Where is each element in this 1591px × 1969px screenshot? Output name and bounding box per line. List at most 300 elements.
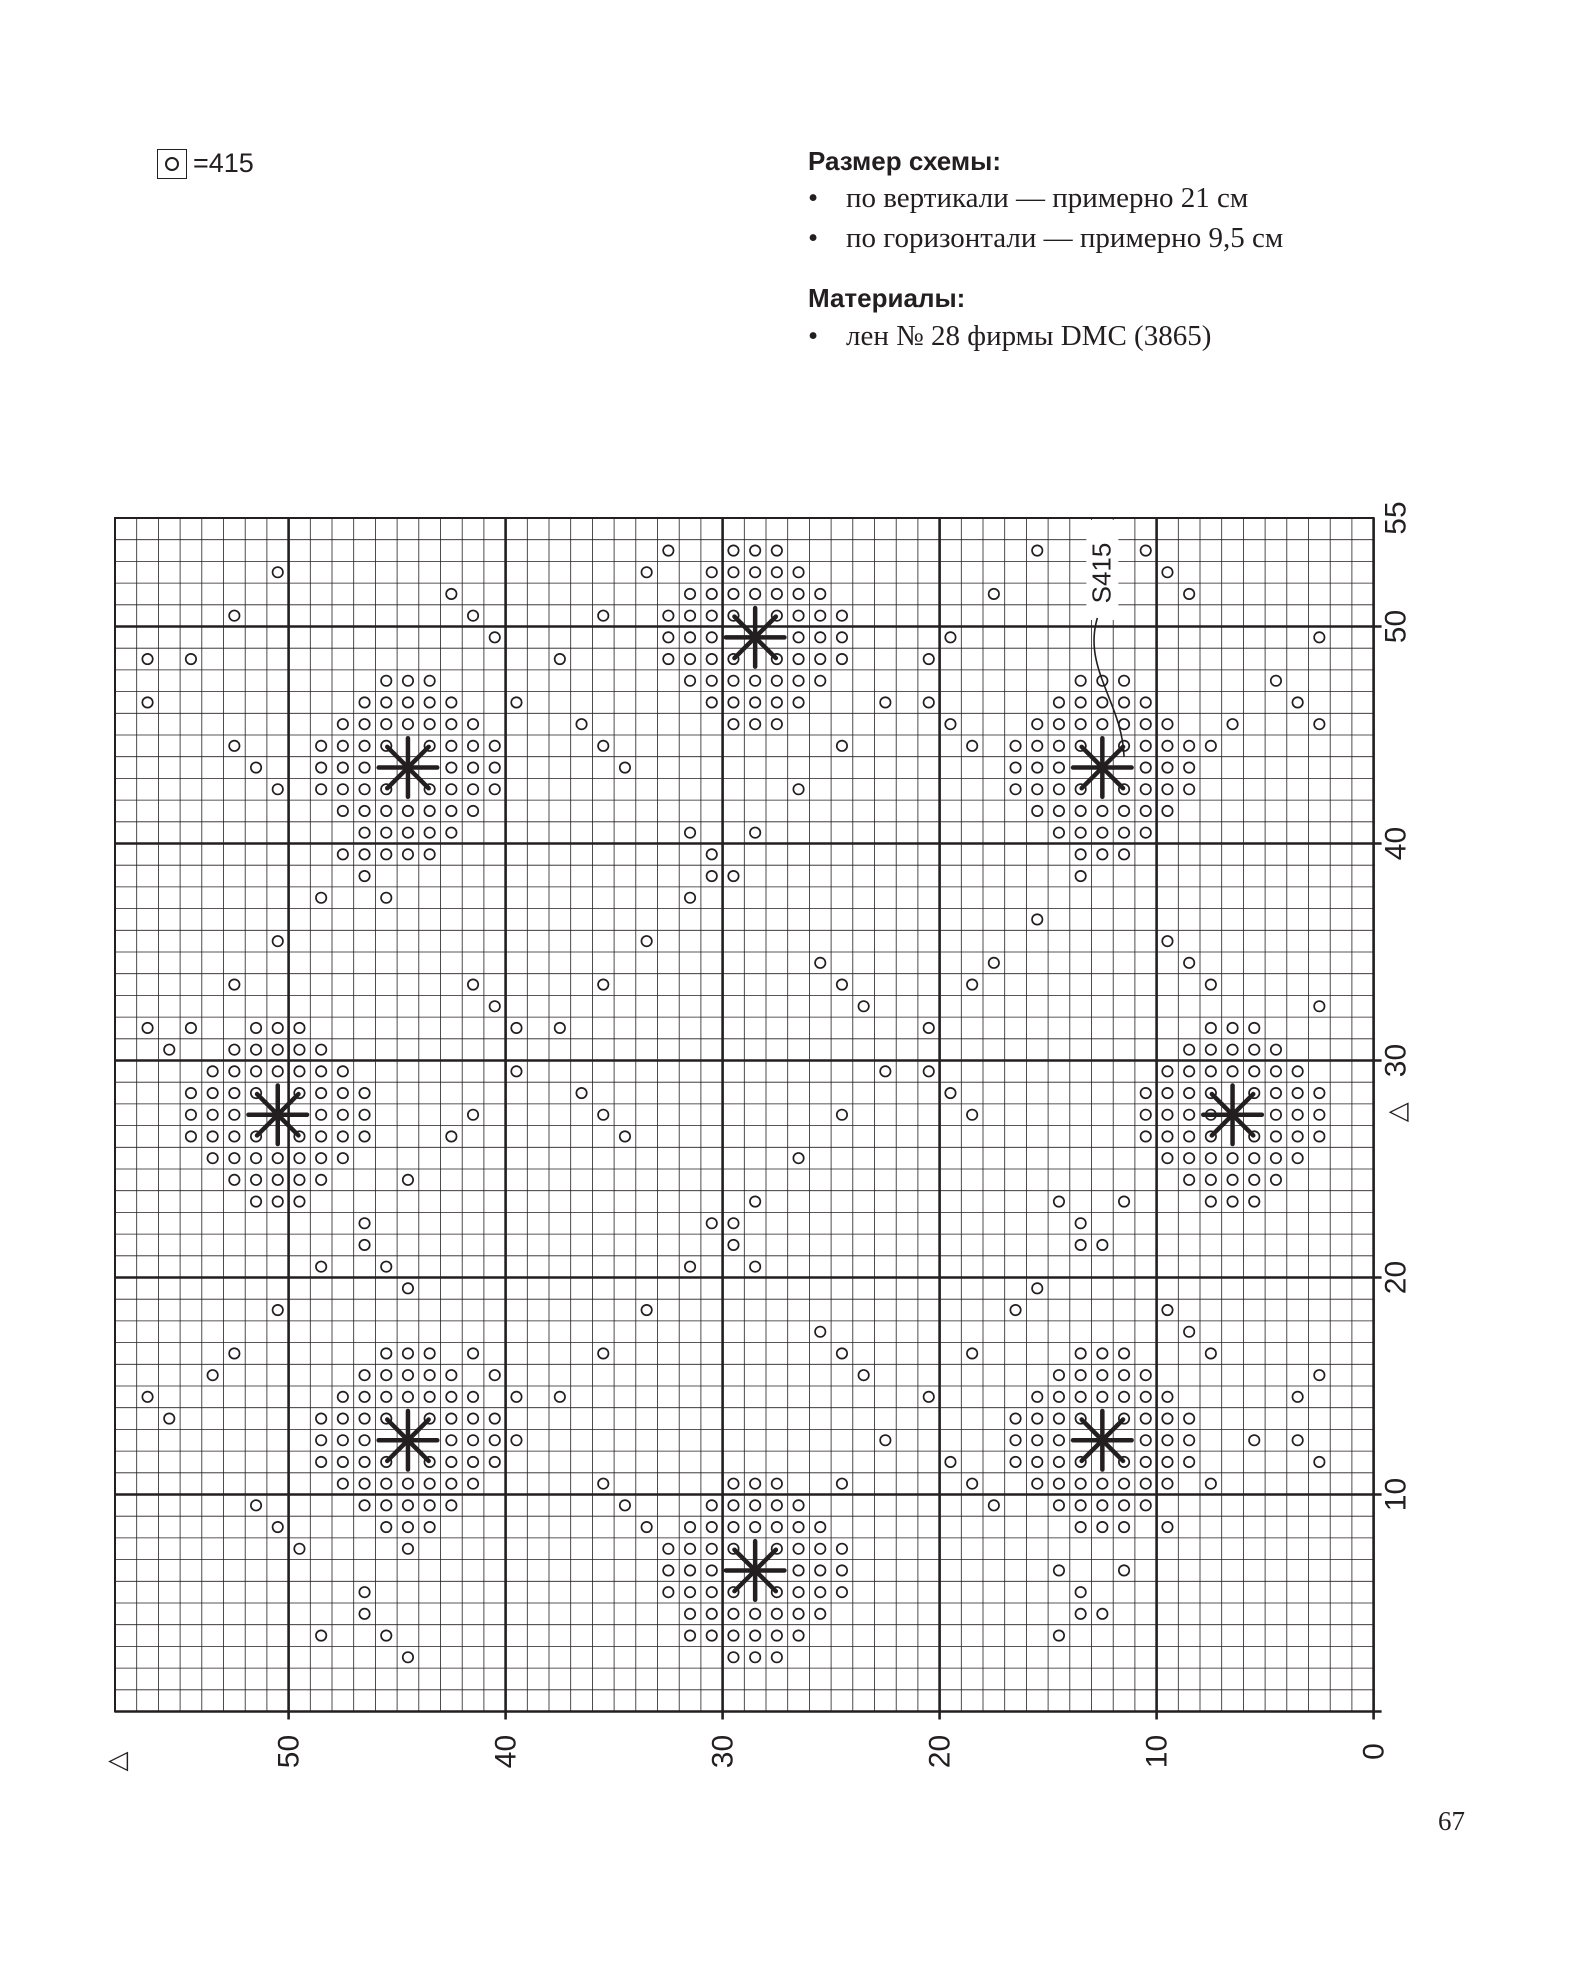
stitch-circle: [598, 610, 608, 620]
stitch-circle: [229, 1131, 239, 1141]
stitch-circle: [598, 1348, 608, 1358]
stitch-circle: [1249, 1066, 1259, 1076]
stitch-circle: [620, 1131, 630, 1141]
stitch-circle: [750, 1609, 760, 1619]
stitch-circle: [1119, 676, 1129, 686]
stitch-circle: [468, 806, 478, 816]
star-stitch-ray: [1102, 1440, 1123, 1461]
stitch-circle: [598, 1110, 608, 1120]
stitch-circle: [229, 1088, 239, 1098]
stitch-circle: [511, 697, 521, 707]
star-stitch-ray: [734, 637, 755, 658]
stitch-circle: [251, 1175, 261, 1185]
stitch-circle: [273, 1175, 283, 1185]
stitch-circle: [1075, 1522, 1085, 1532]
stitch-circle: [772, 1522, 782, 1532]
stitch-circle: [1097, 1370, 1107, 1380]
stitch-circle: [815, 632, 825, 642]
stitch-circle: [294, 1066, 304, 1076]
stitch-circle: [1054, 1196, 1064, 1206]
stitch-circle: [359, 1500, 369, 1510]
stitch-circle: [1184, 1044, 1194, 1054]
stitch-circle: [685, 589, 695, 599]
stitch-circle: [685, 1630, 695, 1640]
stitch-circle: [1075, 676, 1085, 686]
stitch-circle: [663, 1587, 673, 1597]
stitch-circle: [685, 654, 695, 664]
stitch-circle: [663, 632, 673, 642]
stitch-circle: [338, 1066, 348, 1076]
stitch-circle: [1054, 827, 1064, 837]
stitch-circle: [685, 676, 695, 686]
stitch-circle: [273, 567, 283, 577]
stitch-circle: [1227, 1175, 1237, 1185]
stitch-circle: [251, 1196, 261, 1206]
size-heading: Размер схемы:: [808, 146, 1001, 176]
stitch-circle: [1054, 1392, 1064, 1402]
stitch-circle: [229, 1066, 239, 1076]
y-tick-label: 40: [1379, 826, 1413, 861]
stitch-circle: [403, 1544, 413, 1554]
stitch-circle: [316, 1261, 326, 1271]
stitch-circle: [338, 1153, 348, 1163]
stitch-circle: [1249, 1044, 1259, 1054]
stitch-circle: [815, 1565, 825, 1575]
stitch-circle: [403, 827, 413, 837]
stitch-circle: [793, 1153, 803, 1163]
star-stitch-ray: [387, 1440, 408, 1461]
stitch-circle: [424, 1348, 434, 1358]
stitch-circle: [207, 1110, 217, 1120]
stitch-circle: [359, 784, 369, 794]
stitch-circle: [381, 1370, 391, 1380]
stitch-circle: [598, 979, 608, 989]
stitch-circle: [1292, 1110, 1302, 1120]
stitch-circle: [1054, 1565, 1064, 1575]
stitch-circle: [1075, 697, 1085, 707]
stitch-circle: [728, 545, 738, 555]
stitch-circle: [359, 1392, 369, 1402]
stitch-circle: [663, 654, 673, 664]
stitch-circle: [381, 1478, 391, 1488]
stitch-circle: [728, 1240, 738, 1250]
stitch-circle: [1271, 1044, 1281, 1054]
stitch-circle: [1119, 1522, 1129, 1532]
stitch-circle: [1206, 1066, 1216, 1076]
stitch-circle: [273, 784, 283, 794]
size-vertical: • по вертикали — примерно 21 см: [808, 178, 1283, 218]
stitch-circle: [273, 1066, 283, 1076]
stitch-circle: [620, 1500, 630, 1510]
stitch-circle: [1119, 719, 1129, 729]
stitch-circle: [381, 676, 391, 686]
stitch-circle: [229, 610, 239, 620]
star-stitch-ray: [1082, 1440, 1103, 1461]
stitch-circle: [207, 1370, 217, 1380]
stitch-circle: [251, 1044, 261, 1054]
annotation-label: S415: [1086, 542, 1117, 604]
stitch-circle: [837, 1587, 847, 1597]
stitch-circle: [359, 827, 369, 837]
stitch-circle: [446, 1435, 456, 1445]
stitch-circle: [1141, 1500, 1151, 1510]
star-stitch-ray: [1082, 1420, 1103, 1441]
stitch-circle: [1249, 1196, 1259, 1206]
stitch-circle: [468, 610, 478, 620]
stitch-circle: [750, 719, 760, 729]
stitch-circle: [359, 762, 369, 772]
stitch-circle: [1119, 697, 1129, 707]
stitch-circle: [1162, 1131, 1172, 1141]
stitch-circle: [403, 1500, 413, 1510]
stitch-circle: [338, 762, 348, 772]
star-stitch-ray: [1233, 1094, 1254, 1115]
stitch-circle: [468, 741, 478, 751]
stitch-circle: [793, 1630, 803, 1640]
stitch-circle: [1184, 1153, 1194, 1163]
stitch-circle: [229, 1044, 239, 1054]
stitch-circle: [359, 1587, 369, 1597]
stitch-circle: [381, 1500, 391, 1510]
stitch-circle: [251, 1153, 261, 1163]
stitch-circle: [1292, 1435, 1302, 1445]
stitch-circle: [1119, 1196, 1129, 1206]
stitch-circle: [1097, 1240, 1107, 1250]
stitch-circle: [1141, 545, 1151, 555]
stitch-circle: [1184, 1088, 1194, 1098]
stitch-circle: [707, 871, 717, 881]
stitch-circle: [1119, 827, 1129, 837]
stitch-circle: [1075, 1609, 1085, 1619]
stitch-circle: [273, 1044, 283, 1054]
star-stitch-ray: [1082, 768, 1103, 789]
stitch-circle: [837, 1348, 847, 1358]
stitch-circle: [338, 806, 348, 816]
stitch-circle: [707, 849, 717, 859]
stitch-circle: [1162, 1413, 1172, 1423]
stitch-circle: [273, 1153, 283, 1163]
stitch-circle: [1184, 1327, 1194, 1337]
stitch-circle: [1097, 1500, 1107, 1510]
x-tick-label: 10: [1140, 1734, 1174, 1769]
stitch-circle: [1032, 719, 1042, 729]
stitch-circle: [750, 1652, 760, 1662]
stitch-circle: [1162, 719, 1172, 729]
stitch-circle: [1227, 1066, 1237, 1076]
annotation-leader-line: [1094, 618, 1124, 757]
stitch-circle: [663, 1565, 673, 1575]
stitch-circle: [403, 676, 413, 686]
stitch-circle: [403, 1392, 413, 1402]
stitch-circle: [924, 1023, 934, 1033]
stitch-circle: [1184, 1175, 1194, 1185]
stitch-circle: [707, 1609, 717, 1619]
stitch-circle: [1032, 806, 1042, 816]
stitch-circle: [1184, 958, 1194, 968]
stitch-circle: [316, 1413, 326, 1423]
stitch-circle: [1206, 1348, 1216, 1358]
stitch-circle: [207, 1088, 217, 1098]
stitch-circle: [772, 589, 782, 599]
materials-item: • лен № 28 фирмы DMC (3865): [808, 316, 1211, 356]
stitch-circle: [316, 1044, 326, 1054]
stitch-circle: [728, 1630, 738, 1640]
stitch-circle: [1314, 1370, 1324, 1380]
stitch-circle: [685, 1565, 695, 1575]
stitch-circle: [1032, 762, 1042, 772]
stitch-circle: [338, 1435, 348, 1445]
stitch-circle: [1227, 1153, 1237, 1163]
stitch-circle: [750, 1522, 760, 1532]
legend: [157, 148, 254, 179]
stitch-circle: [381, 1630, 391, 1640]
legend-symbol-box: [157, 149, 187, 179]
stitch-circle: [576, 719, 586, 729]
stitch-circle: [1010, 741, 1020, 751]
stitch-circle: [1184, 1131, 1194, 1141]
stitch-circle: [707, 632, 717, 642]
stitch-circle: [207, 1131, 217, 1141]
x-tick-label: 40: [489, 1734, 523, 1769]
stitch-circle: [728, 589, 738, 599]
stitch-circle: [1162, 806, 1172, 816]
stitch-circle: [837, 632, 847, 642]
stitch-circle: [446, 806, 456, 816]
stitch-circle: [685, 632, 695, 642]
stitch-circle: [1075, 1240, 1085, 1250]
stitch-circle: [793, 610, 803, 620]
stitch-circle: [359, 697, 369, 707]
stitch-circle: [837, 1478, 847, 1488]
star-stitch-ray: [1102, 747, 1123, 768]
stitch-circle: [707, 697, 717, 707]
stitch-circle: [1054, 1435, 1064, 1445]
stitch-circle: [1227, 1196, 1237, 1206]
stitch-circle: [663, 1544, 673, 1554]
stitch-circle: [468, 719, 478, 729]
stitch-circle: [359, 1413, 369, 1423]
stitch-circle: [1271, 1066, 1281, 1076]
star-stitch-ray: [257, 1094, 278, 1115]
stitch-circle: [1097, 1522, 1107, 1532]
stitch-circle: [989, 589, 999, 599]
stitch-circle: [1162, 1110, 1172, 1120]
stitch-circle: [294, 1153, 304, 1163]
stitch-circle: [338, 1131, 348, 1141]
stitch-circle: [728, 1478, 738, 1488]
stitch-circle: [1032, 1478, 1042, 1488]
star-stitch-ray: [1102, 1420, 1123, 1441]
stitch-circle: [1054, 1630, 1064, 1640]
x-tick-label: 50: [272, 1734, 306, 1769]
star-stitch-ray: [755, 637, 776, 658]
y-tick-label: 20: [1379, 1260, 1413, 1295]
stitch-circle: [685, 610, 695, 620]
center-marker-right: △: [1382, 1102, 1413, 1123]
stitch-circle: [273, 1522, 283, 1532]
stitch-circle: [359, 1240, 369, 1250]
stitch-circle: [815, 1609, 825, 1619]
stitch-circle: [924, 1392, 934, 1402]
stitch-circle: [815, 589, 825, 599]
stitch-circle: [1206, 1044, 1216, 1054]
stitch-circle: [1249, 1023, 1259, 1033]
stitch-circle: [424, 1370, 434, 1380]
stitch-circle: [1075, 871, 1085, 881]
stitch-circle: [707, 1544, 717, 1554]
stitch-circle: [1184, 1066, 1194, 1076]
stitch-circle: [1054, 1370, 1064, 1380]
stitch-circle: [468, 1110, 478, 1120]
stitch-circle: [511, 1435, 521, 1445]
center-marker-bottom: △: [102, 1751, 132, 1772]
stitch-circle: [229, 1110, 239, 1120]
stitch-circle: [359, 1218, 369, 1228]
stitch-circle: [620, 762, 630, 772]
stitch-circle: [1054, 762, 1064, 772]
stitch-circle: [772, 1630, 782, 1640]
stitch-circle: [468, 1457, 478, 1467]
stitch-circle: [1249, 1153, 1259, 1163]
stitch-circle: [750, 1196, 760, 1206]
stitch-circle: [1314, 1088, 1324, 1098]
stitch-circle: [424, 1522, 434, 1532]
stitch-circle: [1206, 1175, 1216, 1185]
stitch-circle: [273, 936, 283, 946]
stitch-circle: [728, 1218, 738, 1228]
stitch-circle: [316, 1435, 326, 1445]
stitch-circle: [815, 1587, 825, 1597]
circle-icon: [165, 157, 179, 171]
stitch-circle: [555, 654, 565, 664]
stitch-circle: [837, 1544, 847, 1554]
stitch-circle: [793, 676, 803, 686]
stitch-circle: [772, 1609, 782, 1619]
stitch-circle: [251, 1066, 261, 1076]
stitch-circle: [1032, 1435, 1042, 1445]
stitch-circle: [1314, 1110, 1324, 1120]
stitch-circle: [511, 1392, 521, 1402]
stitch-circle: [1227, 1023, 1237, 1033]
stitch-circle: [945, 1457, 955, 1467]
stitch-circle: [1292, 1088, 1302, 1098]
stitch-circle: [490, 1435, 500, 1445]
stitch-circle: [446, 827, 456, 837]
stitch-circle: [424, 1478, 434, 1488]
stitch-circle: [707, 589, 717, 599]
cross-stitch-chart: [100, 500, 1520, 1780]
stitch-circle: [1054, 1478, 1064, 1488]
stitch-circle: [837, 1110, 847, 1120]
stitch-circle: [1075, 1392, 1085, 1402]
stitch-circle: [338, 741, 348, 751]
stitch-circle: [1162, 1088, 1172, 1098]
stitch-circle: [945, 632, 955, 642]
stitch-circle: [1010, 1305, 1020, 1315]
stitch-circle: [1162, 741, 1172, 751]
stitch-circle: [1010, 1413, 1020, 1423]
stitch-circle: [186, 1088, 196, 1098]
stitch-circle: [815, 654, 825, 664]
stitch-circle: [1010, 1435, 1020, 1445]
stitch-circle: [989, 958, 999, 968]
stitch-circle: [338, 1457, 348, 1467]
stitch-circle: [1097, 849, 1107, 859]
stitch-circle: [359, 1478, 369, 1488]
stitch-circle: [1141, 1413, 1151, 1423]
stitch-circle: [1314, 1001, 1324, 1011]
stitch-circle: [685, 1587, 695, 1597]
stitch-circle: [772, 1478, 782, 1488]
stitch-circle: [1075, 1218, 1085, 1228]
stitch-circle: [490, 1001, 500, 1011]
stitch-circle: [1097, 806, 1107, 816]
stitch-circle: [728, 719, 738, 729]
stitch-circle: [446, 1392, 456, 1402]
stitch-circle: [381, 806, 391, 816]
stitch-circle: [207, 1066, 217, 1076]
stitch-circle: [1271, 676, 1281, 686]
stitch-circle: [1075, 719, 1085, 729]
stitch-circle: [750, 1478, 760, 1488]
stitch-circle: [772, 719, 782, 729]
stitch-circle: [1206, 1196, 1216, 1206]
stitch-circle: [1162, 762, 1172, 772]
stitch-circle: [837, 610, 847, 620]
stitch-circle: [793, 1587, 803, 1597]
stitch-circle: [685, 1261, 695, 1271]
stitch-circle: [1141, 741, 1151, 751]
stitch-circle: [989, 1500, 999, 1510]
stitch-circle: [1075, 806, 1085, 816]
stitch-circle: [555, 1023, 565, 1033]
stitch-circle: [750, 1500, 760, 1510]
stitch-circle: [837, 654, 847, 664]
stitch-circle: [468, 979, 478, 989]
stitch-circle: [1097, 827, 1107, 837]
stitch-circle: [1141, 1435, 1151, 1445]
stitch-circle: [1162, 1153, 1172, 1163]
stitch-circle: [316, 893, 326, 903]
stitch-circle: [359, 1457, 369, 1467]
stitch-circle: [707, 1500, 717, 1510]
stitch-circle: [490, 632, 500, 642]
stitch-circle: [793, 567, 803, 577]
stitch-circle: [1032, 784, 1042, 794]
stitch-circle: [1184, 589, 1194, 599]
stitch-circle: [663, 610, 673, 620]
stitch-circle: [707, 676, 717, 686]
stitch-circle: [685, 1544, 695, 1554]
stitch-circle: [381, 1522, 391, 1532]
stitch-circle: [446, 719, 456, 729]
stitch-circle: [490, 1413, 500, 1423]
stitch-circle: [1227, 1044, 1237, 1054]
stitch-circle: [793, 1500, 803, 1510]
stitch-circle: [967, 1348, 977, 1358]
star-stitch-ray: [734, 1550, 755, 1571]
stitch-circle: [1119, 849, 1129, 859]
stitch-circle: [1032, 914, 1042, 924]
stitch-circle: [1075, 1370, 1085, 1380]
stitch-circle: [338, 1478, 348, 1488]
stitch-circle: [338, 849, 348, 859]
stitch-circle: [1206, 1478, 1216, 1488]
stitch-circle: [1097, 1392, 1107, 1402]
stitch-circle: [945, 1088, 955, 1098]
stitch-circle: [142, 654, 152, 664]
stitch-circle: [1162, 936, 1172, 946]
